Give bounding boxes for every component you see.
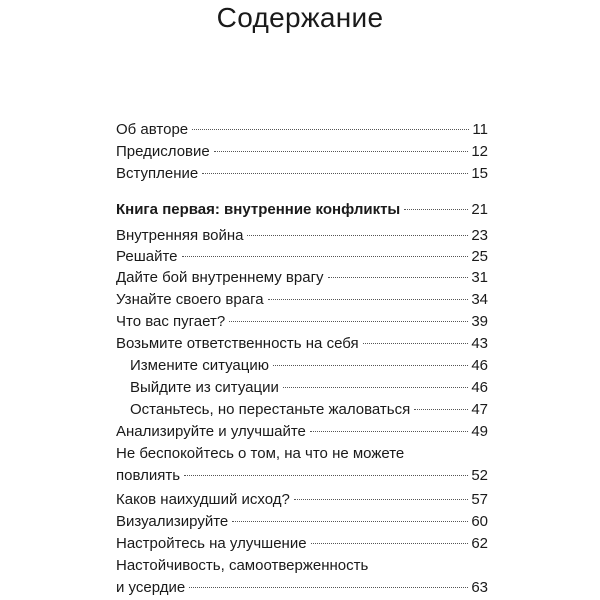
toc-subentry-leave-situation	[130, 377, 488, 399]
toc-entry-label: Выйдите из ситуации	[130, 379, 279, 396]
toc-entry-decide	[116, 246, 488, 268]
toc-entry-label: Вступление	[116, 165, 199, 182]
toc-entry-label-line1: Не беспокойтесь о том, на что не можете	[116, 445, 405, 462]
toc-entry-page: 31	[471, 269, 488, 286]
dot-leader	[294, 499, 468, 500]
toc-entry-page: 11	[472, 121, 488, 138]
toc-entry-page: 15	[471, 165, 488, 182]
toc-entry-page: 46	[471, 357, 488, 374]
toc-entry-inner-war	[116, 225, 488, 247]
dot-leader	[404, 209, 468, 210]
toc-entry-label: Измените ситуацию	[130, 357, 269, 374]
toc-entry-foreword	[116, 141, 488, 163]
toc-entry-know-enemy	[116, 289, 488, 311]
dot-leader	[202, 173, 468, 174]
toc-entry-visualize	[116, 511, 488, 533]
toc-entry-take-responsibility	[116, 333, 488, 355]
toc-entry-label: повлиять	[116, 467, 181, 484]
toc-entry-label: Останьтесь, но перестаньте жаловаться	[130, 401, 411, 418]
toc-entry-book-one	[116, 199, 488, 221]
dot-leader	[311, 543, 469, 544]
toc-entry-label: Узнайте своего врага	[116, 291, 264, 308]
toc-subentry-stop-complaining	[130, 399, 488, 421]
toc-entry-page: 60	[471, 513, 488, 530]
toc-entry-dont-worry	[116, 443, 488, 487]
dot-leader	[268, 299, 469, 300]
toc-entry-label: Что вас пугает?	[116, 313, 226, 330]
toc-entry-tune-improvement	[116, 533, 488, 555]
toc-entry-about-author	[116, 119, 488, 141]
dot-leader	[184, 475, 468, 476]
toc-entry-page: 39	[471, 313, 488, 330]
toc-entry-page: 52	[471, 467, 488, 484]
dot-leader	[363, 343, 469, 344]
toc-entry-label: Визуализируйте	[116, 513, 229, 530]
toc-entry-label: Книга первая: внутренние конфликты	[116, 201, 401, 218]
toc-entry-label: Дайте бой внутреннему врагу	[116, 269, 324, 286]
toc-entry-page: 49	[471, 423, 488, 440]
toc-entry-label: Предисловие	[116, 143, 210, 160]
dot-leader	[273, 365, 468, 366]
toc-entry-label: Анализируйте и улучшайте	[116, 423, 306, 440]
toc-entry-page: 62	[471, 535, 488, 552]
toc-entry-label: Возьмите ответственность на себя	[116, 335, 359, 352]
page-title: Содержание	[216, 2, 384, 33]
toc-entry-fight-inner-enemy	[116, 267, 488, 289]
toc-entry-page: 46	[471, 379, 488, 396]
toc-subentry-change-situation	[130, 355, 488, 377]
dot-leader	[310, 431, 468, 432]
toc-entry-page: 63	[471, 579, 488, 596]
toc-entry-label-line1: Настойчивость, самоотверженность	[116, 557, 369, 574]
toc-entry-page: 57	[471, 491, 488, 508]
dot-leader	[283, 387, 468, 388]
toc-entry-page: 25	[471, 248, 488, 265]
toc-entry-page: 43	[471, 335, 488, 352]
toc-entry-label: Решайте	[116, 248, 178, 265]
toc-entry-label: Настройтесь на улучшение	[116, 535, 307, 552]
toc-entry-page: 12	[471, 143, 488, 160]
dot-leader	[214, 151, 469, 152]
toc-entry-analyze-improve	[116, 421, 488, 443]
toc-entry-page: 47	[471, 401, 488, 418]
toc-entry-label: Каков наихудший исход?	[116, 491, 290, 508]
dot-leader	[328, 277, 469, 278]
toc-entry-page: 23	[471, 227, 488, 244]
toc-entry-what-scares	[116, 311, 488, 333]
dot-leader	[414, 409, 468, 410]
dot-leader	[192, 129, 469, 130]
dot-leader	[232, 521, 468, 522]
toc-entry-page: 21	[471, 201, 488, 218]
dot-leader	[247, 235, 468, 236]
dot-leader	[189, 587, 468, 588]
toc-entry-label: Об авторе	[116, 121, 189, 138]
toc-entry-label: и усердие	[116, 579, 186, 596]
dot-leader	[182, 256, 469, 257]
toc-entry-page: 34	[471, 291, 488, 308]
toc-entry-introduction	[116, 163, 488, 185]
toc-entry-worst-outcome	[116, 489, 488, 511]
dot-leader	[229, 321, 468, 322]
toc-entry-persistence	[116, 555, 488, 599]
toc-entry-label: Внутренняя война	[116, 227, 244, 244]
